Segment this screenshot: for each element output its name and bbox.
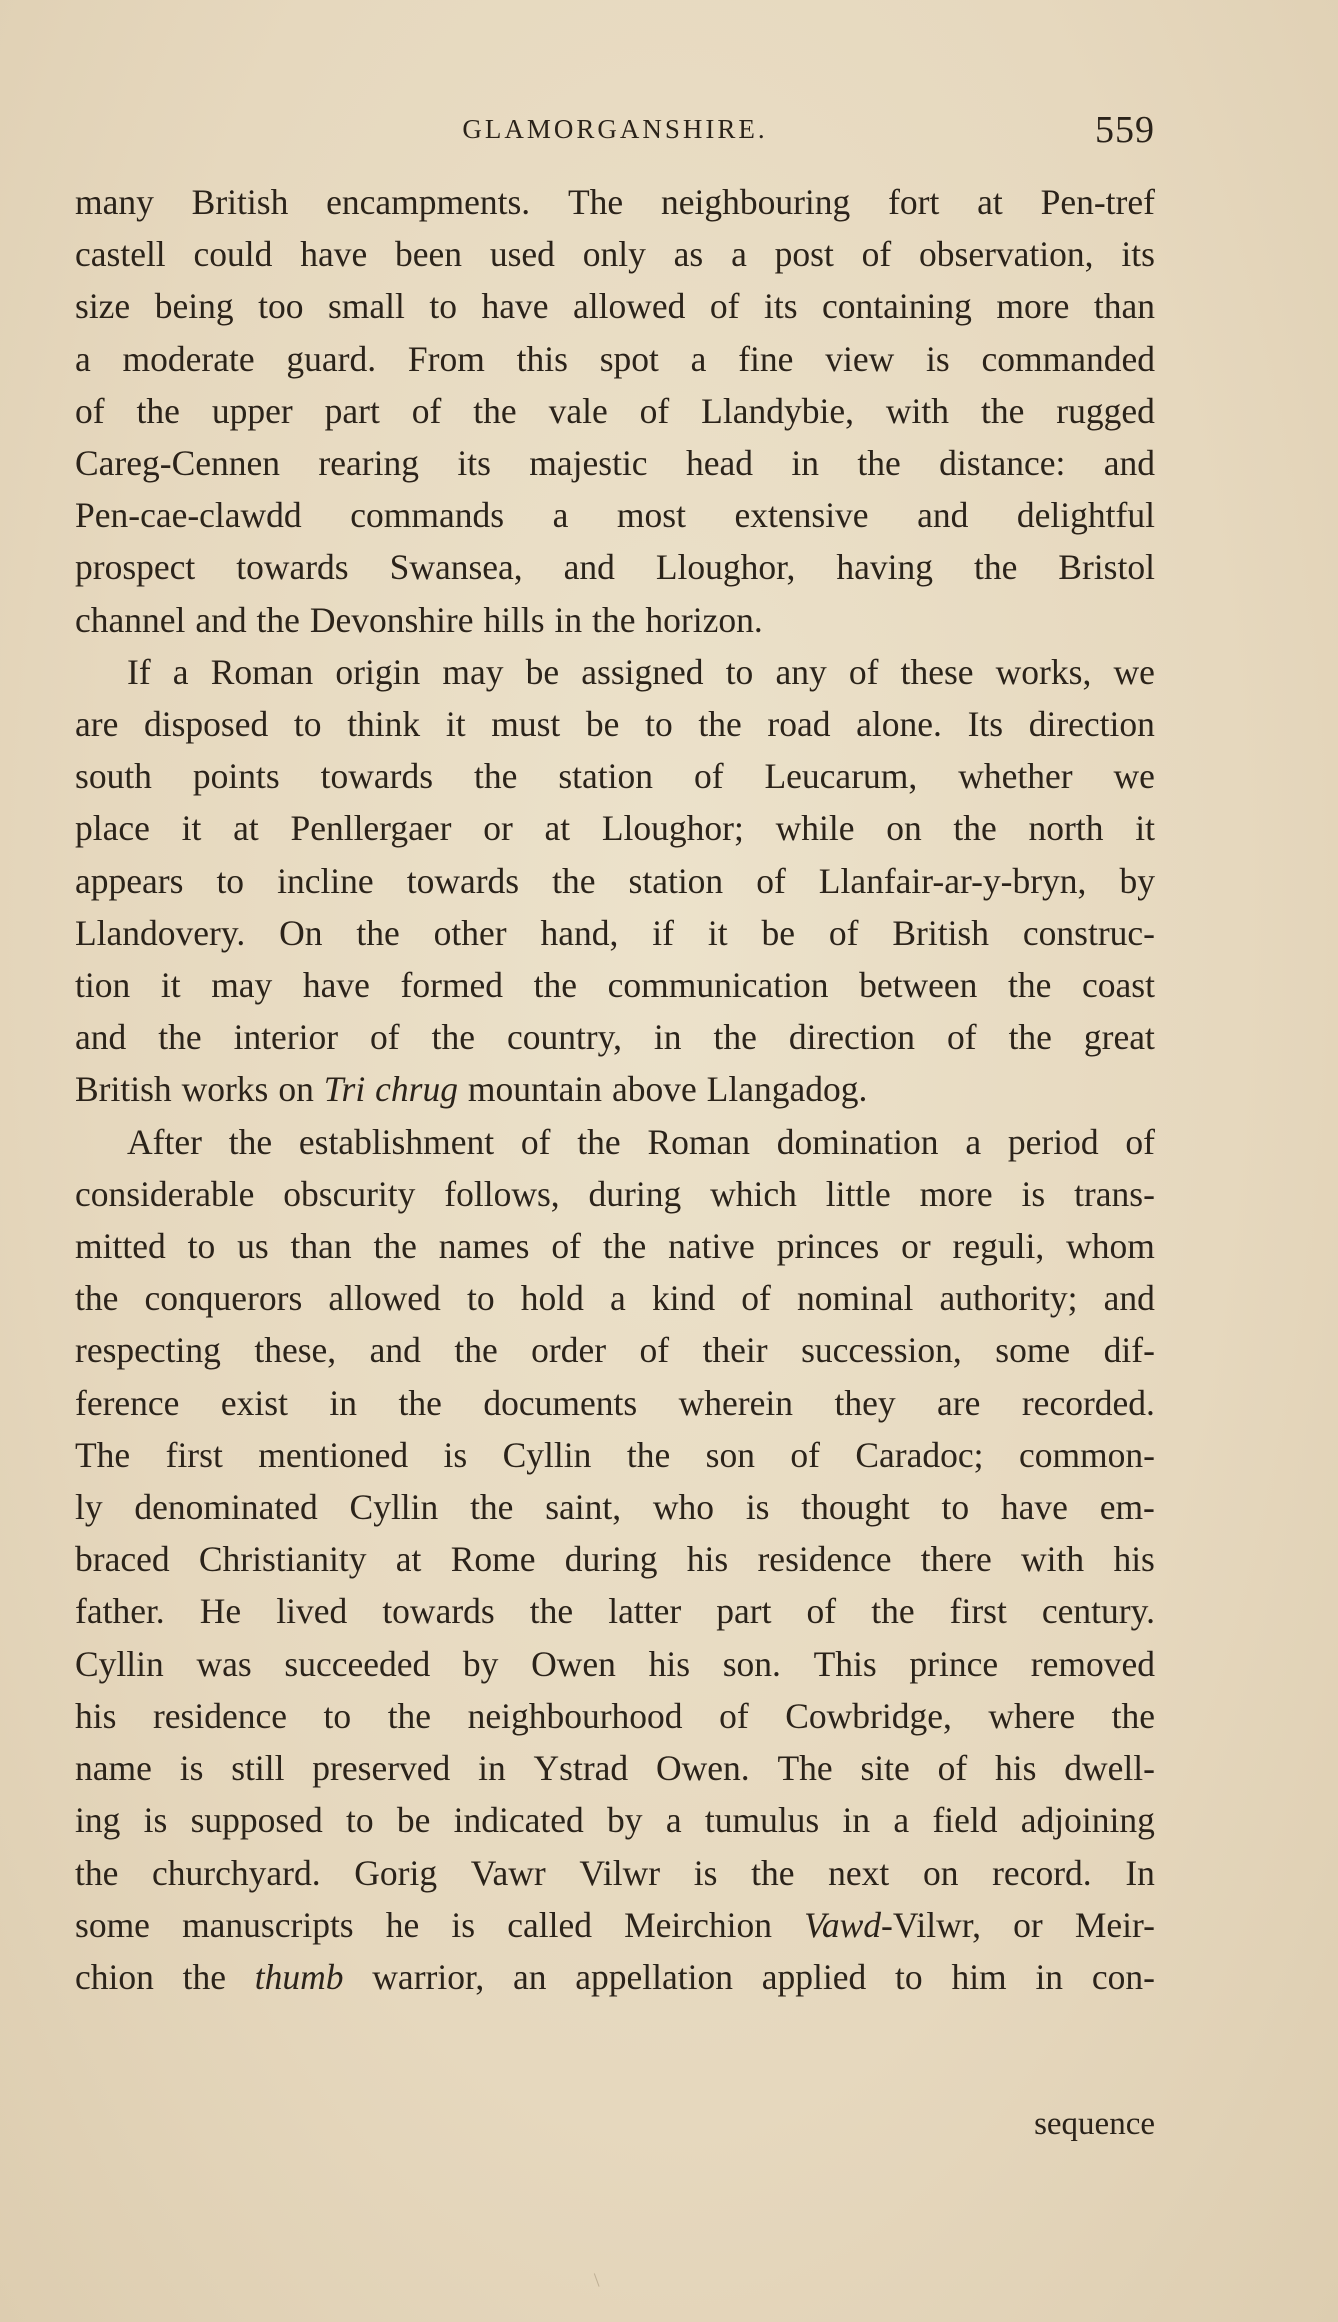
text-line: British works on Tri chrug mountain above Llangadog.	[75, 1069, 868, 1110]
page-header	[75, 108, 1155, 152]
text-line: ing is supposed to be indicated by a tumulus in a field adjoining	[75, 1800, 1155, 1841]
text-line: After the establishment of the Roman domination a period of	[127, 1121, 1155, 1162]
text-line: respecting these, and the order of their succession, some dif-	[75, 1330, 1155, 1371]
text-line: his residence to the neighbourhood of Cowbridge, where the	[75, 1695, 1155, 1736]
text-line: ference exist in the documents wherein they are recorded.	[75, 1382, 1155, 1423]
catchword: sequence	[1034, 2106, 1155, 2142]
text-line: name is still preserved in Ystrad Owen. The site of his dwell-	[75, 1748, 1155, 1789]
page-number: 559	[1095, 109, 1155, 151]
text-line: considerable obscurity follows, during which little more is trans-	[75, 1173, 1155, 1214]
text-line: appears to incline towards the station of Llanfair-ar-y-bryn, by	[75, 860, 1155, 901]
text-line: castell could have been used only as a post of observation, its	[75, 234, 1155, 275]
text-line: the conquerors allowed to hold a kind of nominal authority; and	[75, 1278, 1155, 1319]
text-line: south points towards the station of Leucarum, whether we	[75, 756, 1155, 797]
body-text	[75, 176, 1155, 2003]
text-line: place it at Penllergaer or at Lloughor; while on the north it	[75, 808, 1155, 849]
running-head: GLAMORGANSHIRE.	[462, 114, 768, 144]
text-line: and the interior of the country, in the direction of the great	[75, 1017, 1155, 1058]
text-line: of the upper part of the vale of Llandybie, with the rugged	[75, 390, 1155, 431]
text-line: a moderate guard. From this spot a fine view is commanded	[75, 338, 1155, 379]
text-line: many British encampments. The neighbouring fort at Pen-tref	[75, 182, 1155, 222]
text-line: braced Christianity at Rome during his residence there with his	[75, 1539, 1155, 1580]
text-line: Cyllin was succeeded by Owen his son. This prince removed	[75, 1643, 1155, 1684]
text-line: prospect towards Swansea, and Lloughor, having the Bristol	[75, 547, 1155, 588]
text-line: the churchyard. Gorig Vawr Vilwr is the next on record. In	[75, 1852, 1155, 1893]
text-line: tion it may have formed the communication between the coast	[75, 965, 1155, 1006]
text-line: channel and the Devonshire hills in the horizon.	[75, 599, 763, 640]
text-line: Pen-cae-clawdd commands a most extensive and delightful	[75, 495, 1155, 536]
text-line: some manuscripts he is called Meirchion Vawd-Vilwr, or Meir-	[75, 1904, 1155, 1945]
text-line: size being too small to have allowed of its containing more than	[75, 286, 1155, 327]
text-line: The first mentioned is Cyllin the son of Caradoc; common-	[75, 1434, 1155, 1475]
text-line: If a Roman origin may be assigned to any of these works, we	[127, 651, 1155, 692]
text-line: are disposed to think it must be to the road alone. Its direction	[75, 704, 1155, 745]
text-line: father. He lived towards the latter part of the first century.	[75, 1591, 1155, 1632]
text-line: Careg-Cennen rearing its majestic head in the distance: and	[75, 443, 1155, 484]
text-line: ly denominated Cyllin the saint, who is thought to have em-	[75, 1487, 1155, 1528]
text-line: Llandovery. On the other hand, if it be of British construc-	[75, 912, 1155, 953]
text-line: chion the thumb warrior, an appellation applied to him in con-	[75, 1956, 1155, 1997]
page-blemish	[594, 2271, 605, 2287]
text-line: mitted to us than the names of the native princes or reguli, whom	[75, 1226, 1155, 1267]
